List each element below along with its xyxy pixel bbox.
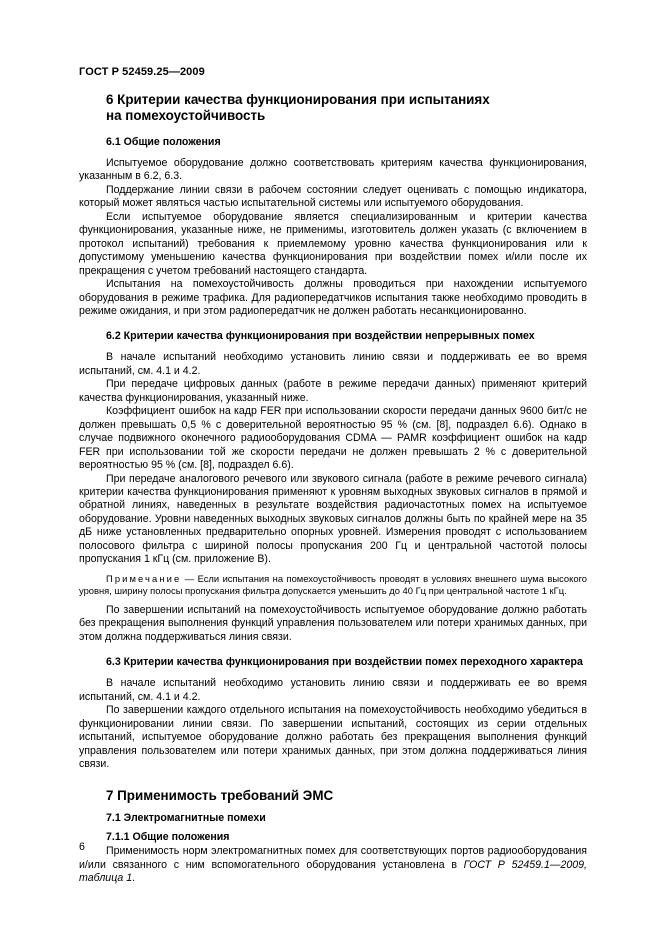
page-content bbox=[79, 88, 587, 886]
paragraph: При передаче аналогового речевого или звукового сигнала (работе в режиме речевого сигнала) критерии качества функционирования применяют к уровням выходных звуковых сигналов в прямой и обратной линиях, наведенных в результате воздействия радиочастотных помех на испытуемое оборудование. Уровни наведенных выходных звуковых сигналов должны быть по крайней мере на 35 дБ ниже установленных предварительно опорных уровней. Измерения проводят с использованием полосового фильтра с шириной полосы пропускания 200 Гц и центральной частотой полосы пропускания 1 кГц (см. приложение В). bbox=[79, 472, 587, 566]
section-6-3-title: 6.3 Критерии качества функционирования при воздействии помех переходного характера bbox=[106, 656, 583, 669]
paragraph: Испытания на помехоустойчивость должны проводиться при нахождении испытуемого оборудования в режиме трафика. Для радиопередатчиков испытания также необходимо проводить в режиме ожидания, и при этом радиопередатчик не должен работать несанкционированно. bbox=[79, 278, 587, 317]
paragraph: Испытуемое оборудование должно соответствовать критериям качества функционирования, указанным в 6.2, 6.3. bbox=[79, 157, 587, 183]
standard-header: ГОСТ Р 52459.25—2009 bbox=[79, 66, 205, 78]
paragraph: Поддержание линии связи в рабочем состоянии следует оценивать с помощью индикатора, который может являться частью испытательной системы или испытуемого оборудования. bbox=[79, 183, 587, 210]
paragraph: В начале испытаний необходимо установить линию связи и поддерживать ее во время испытаний, см. 4.1 и 4.2. bbox=[79, 351, 587, 377]
page-number: 6 bbox=[79, 841, 85, 853]
section-6-title bbox=[106, 92, 587, 124]
note bbox=[79, 573, 587, 598]
section-6-1-title: 6.1 Общие положения bbox=[106, 136, 221, 148]
paragraph bbox=[79, 845, 587, 885]
paragraph: При передаче цифровых данных (работе в режиме передачи данных) применяют критерий качества функционирования, указанный ниже. bbox=[79, 378, 587, 404]
section-6-2-title: 6.2 Критерии качества функционирования при воздействии непрерывных помех bbox=[106, 330, 535, 343]
paragraph-end: . bbox=[132, 872, 136, 885]
paragraph: Коэффициент ошибок на кадр FER при использовании скорости передачи данных 9600 бит/с не должен превышать 0,5 % с доверительной вероятностью 95 % (см. [8], подраздел 6.6). Однако в случае подвижного оконечного радиооборудования CDMA — PAMR коэффициент ошибок на кадр FER при использовании той же скорости передачи не должен превышать 2 % с доверительной вероятностью 95 % (см. [8], подраздел 6.6). bbox=[79, 405, 587, 472]
paragraph: По завершении каждого отдельного испытания на помехоустойчивость необходимо убедиться в функционировании линии связи. По завершении испытаний, состоящих из серии отдельных испытаний, испытуемое оборудование должно работать без прекращения выполнения функций управления пользователем или потери хранимых данных, при этом должна поддерживаться линия связи. bbox=[79, 704, 587, 770]
paragraph: В начале испытаний необходимо установить линию связи и поддерживать ее во время испытаний, см. 4.1 и 4.2. bbox=[79, 677, 587, 703]
section-7-1-1-title: 7.1.1 Общие положения bbox=[106, 831, 230, 844]
note-text: — Если испытания на помехоустойчивость проводят в условиях внешнего шума высокого уровня, ширину полосы пропускания фильтра допускается уменьшить до 40 Гц при центральной частоте 1 кГц. bbox=[79, 572, 587, 597]
paragraph: По завершении испытаний на помехоустойчивость испытуемое оборудование должно работать без прекращения выполнения функций управления пользователем или потери хранимых данных, при этом должна поддерживаться линия связи. bbox=[79, 603, 587, 643]
standard-reference: ГОСТ Р 52459.1—2009, таблица 1 bbox=[79, 858, 587, 885]
note-label: Примечание bbox=[106, 572, 182, 584]
section-7-title: 7 Применимость требований ЭМС bbox=[106, 788, 334, 804]
paragraph-text: Применимость норм электромагнитных помех для соответствующих портов радиооборудования и/или связанного с ним вспомогательного оборудования установлена в bbox=[79, 845, 587, 871]
section-6-title-line1: 6 Критерии качества функционирования при испытаниях bbox=[106, 92, 490, 107]
section-7-1-title: 7.1 Электромагнитные помехи bbox=[106, 812, 266, 825]
paragraph: Если испытуемое оборудование является специализированным и критерии качества функционирования, указанные ниже, не применимы, изготовитель должен указать (с включением в протокол испытаний) требования к приемлемому уровню качества функционирования или к допустимому уменьшению качества функционирования при воздействии помех и/или после их прекращения с учетом требований настоящего стандарта. bbox=[79, 210, 587, 277]
section-6-title-line2: на помехоустойчивость bbox=[106, 108, 266, 123]
